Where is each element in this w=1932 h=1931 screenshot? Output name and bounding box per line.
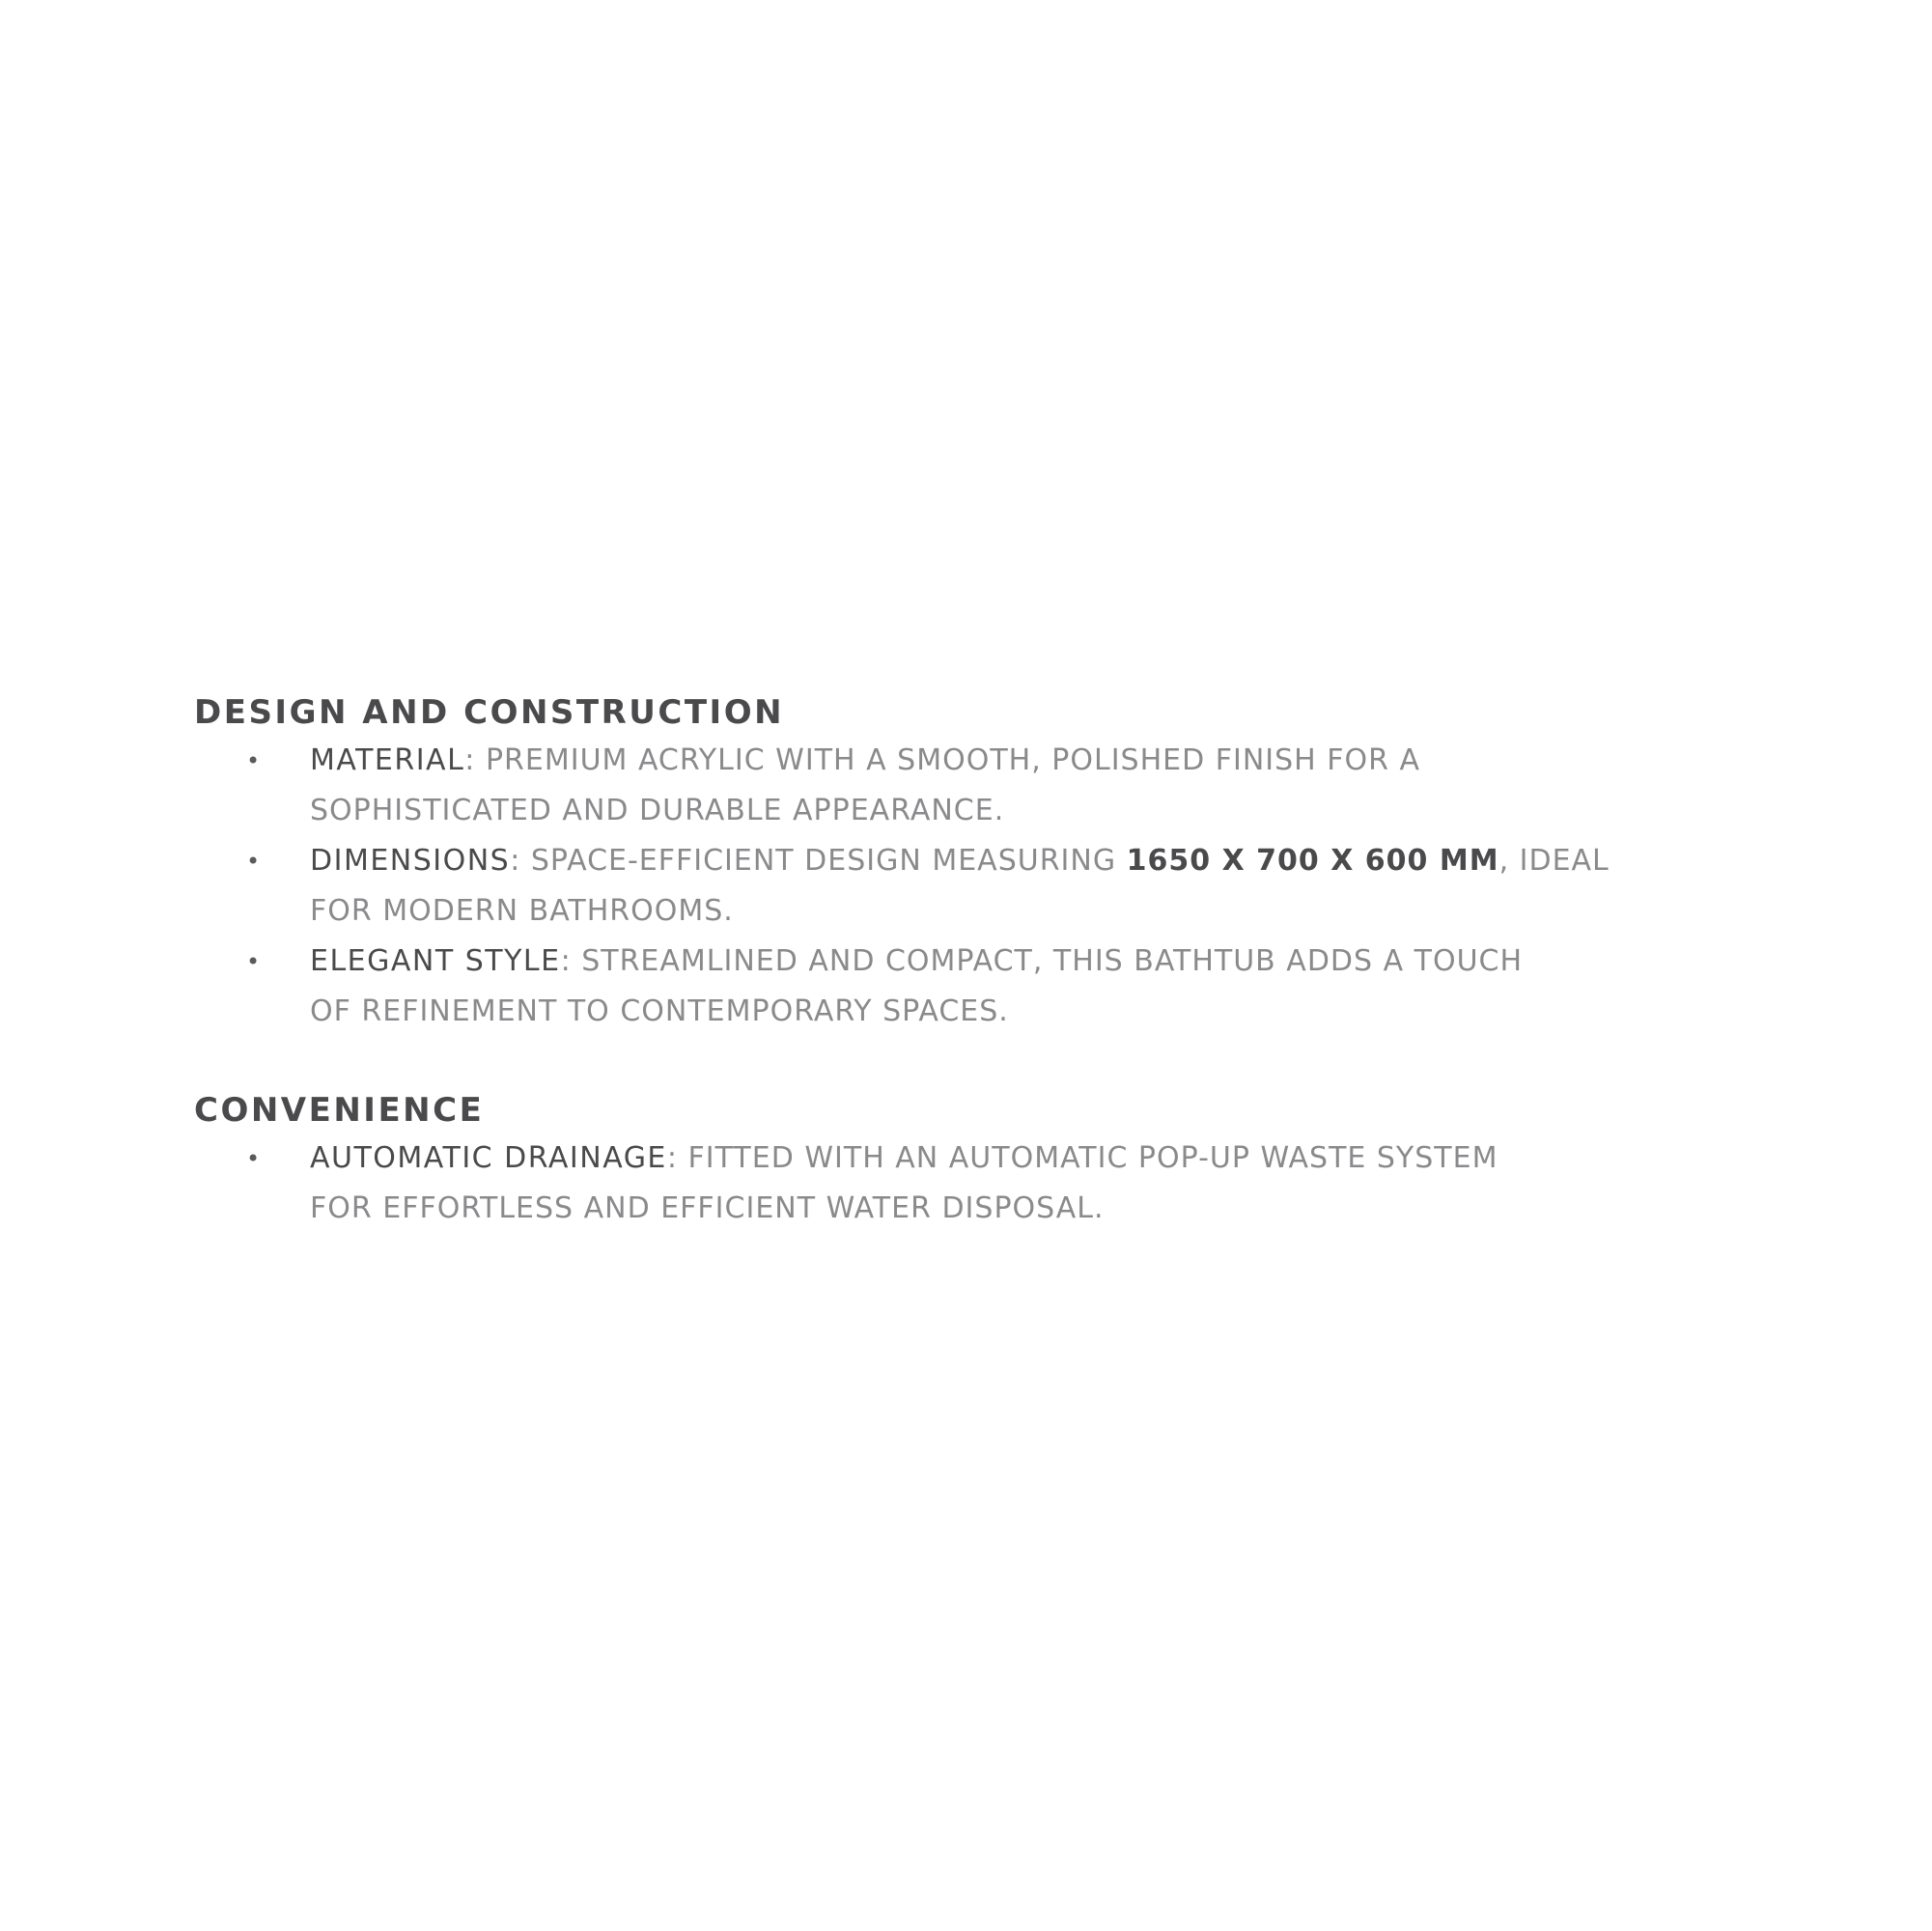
- section-heading-design: DESIGN AND CONSTRUCTION: [194, 693, 785, 732]
- section-divider-space: [194, 1037, 1778, 1087]
- convenience-feature-list: [194, 1133, 1778, 1234]
- drainage-line-2: FOR EFFORTLESS AND EFFICIENT WATER DISPOSAL.: [310, 1191, 1105, 1225]
- list-item-dimensions: [194, 836, 1778, 937]
- bullet-icon: •: [246, 1145, 262, 1172]
- drainage-line-1: [310, 1133, 1778, 1184]
- feature-key-dimensions: DIMENSIONS: [310, 844, 511, 878]
- product-features: [194, 689, 1778, 1234]
- feature-text: : STREAMLINED AND COMPACT, THIS BATHTUB ADDS A TOUCH: [560, 944, 1524, 978]
- list-item-material: [194, 736, 1778, 836]
- feature-key-elegant-style: ELEGANT STYLE: [310, 944, 561, 978]
- bullet-icon: •: [246, 948, 262, 975]
- material-line-2: SOPHISTICATED AND DURABLE APPEARANCE.: [310, 794, 1005, 827]
- bullet-icon: •: [246, 848, 262, 875]
- feature-key-material: MATERIAL: [310, 743, 465, 777]
- feature-text: : FITTED WITH AN AUTOMATIC POP-UP WASTE SYSTEM: [666, 1141, 1498, 1175]
- dimensions-value: 1650 X 700 X 600 MM: [1126, 844, 1499, 878]
- feature-text: : PREMIUM ACRYLIC WITH A SMOOTH, POLISHED FINISH FOR A: [464, 743, 1421, 777]
- bullet-icon: •: [246, 747, 262, 774]
- dimensions-line-1: [310, 836, 1778, 886]
- design-feature-list: [194, 736, 1778, 1037]
- list-item-elegant-style: [194, 937, 1778, 1037]
- material-line-1: [310, 736, 1778, 786]
- feature-text: , IDEAL: [1498, 844, 1610, 878]
- feature-key-automatic-drainage: AUTOMATIC DRAINAGE: [310, 1141, 667, 1175]
- feature-text: : SPACE-EFFICIENT DESIGN MEASURING: [510, 844, 1127, 878]
- elegant-style-line-1: [310, 937, 1778, 987]
- section-heading-convenience: CONVENIENCE: [194, 1091, 485, 1130]
- elegant-style-line-2: OF REFINEMENT TO CONTEMPORARY SPACES.: [310, 994, 1009, 1028]
- list-item-automatic-drainage: [194, 1133, 1778, 1234]
- dimensions-line-2: FOR MODERN BATHROOMS.: [310, 894, 734, 928]
